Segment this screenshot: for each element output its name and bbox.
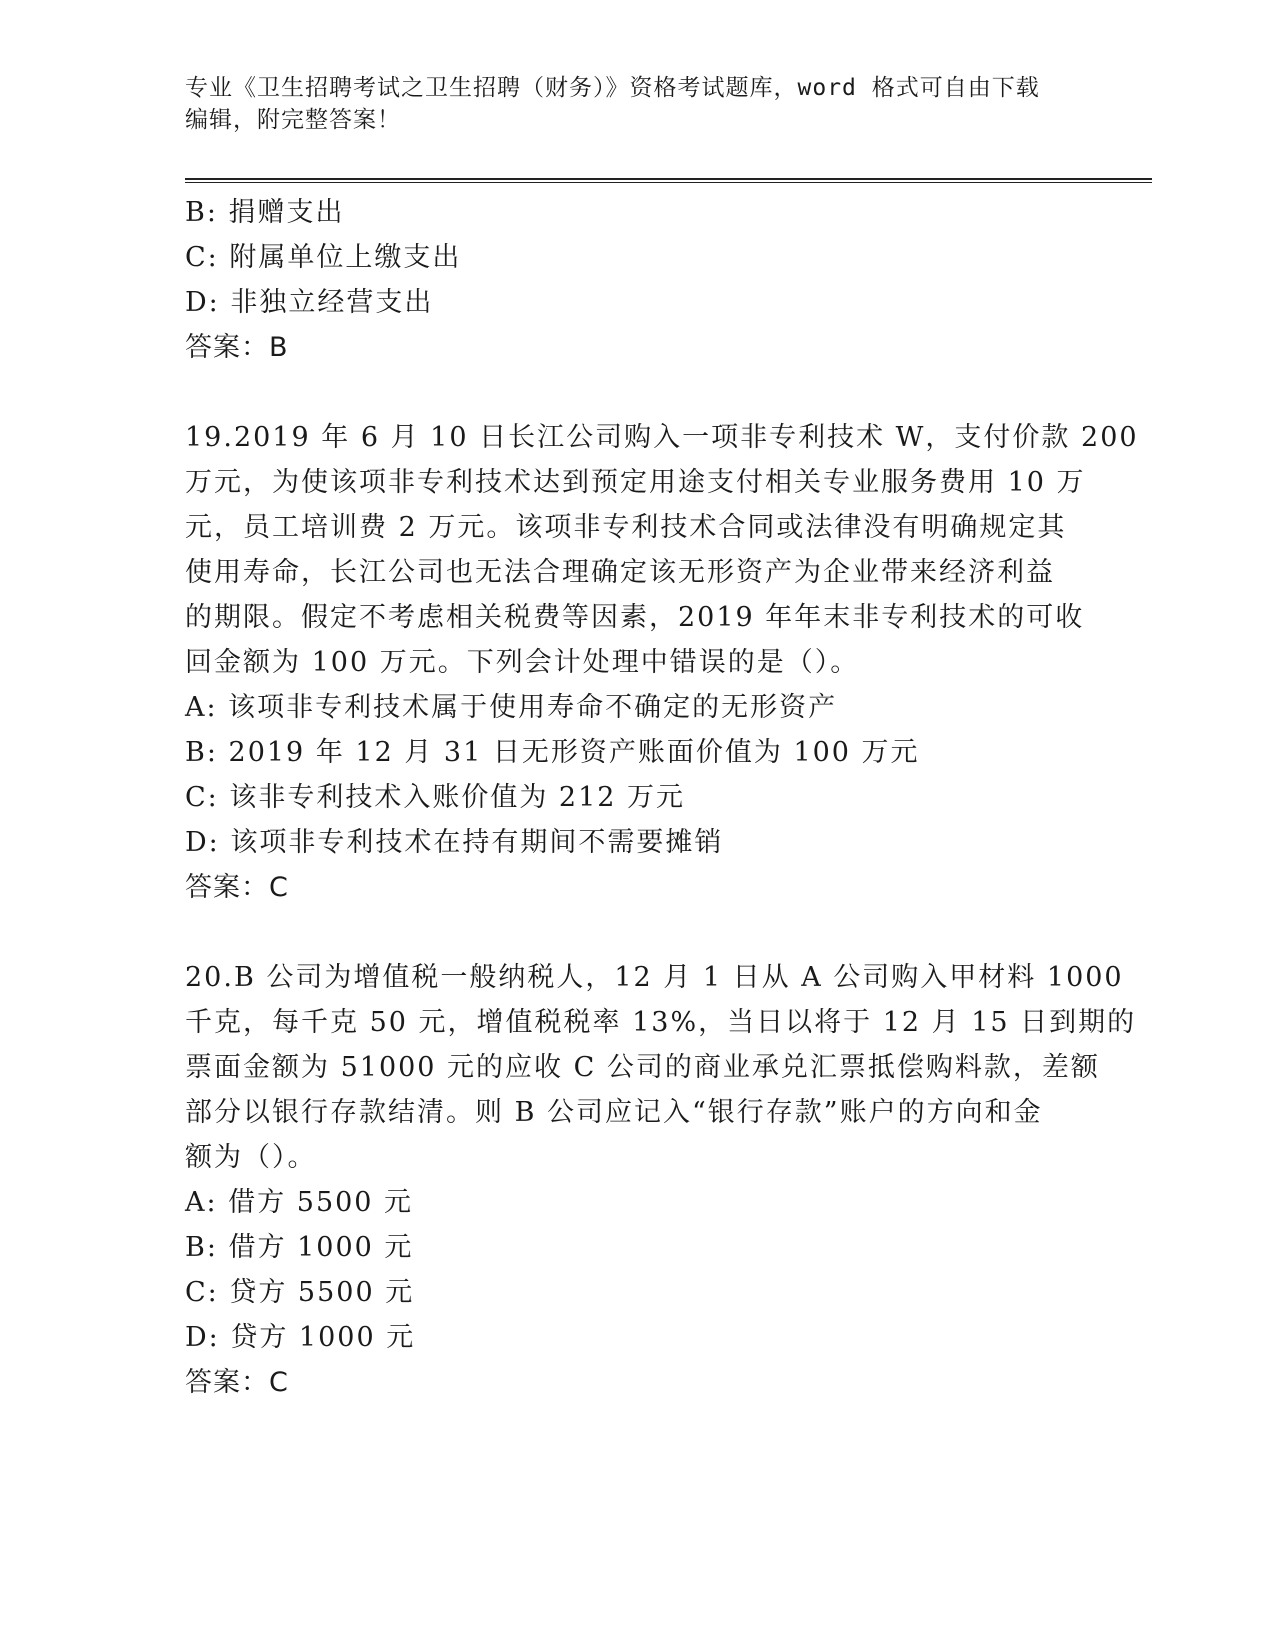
answer-line: 答案：B — [185, 332, 289, 363]
question-stem-line: 元，员工培训费 2 万元。该项非专利技术合同或法律没有明确规定其 — [185, 512, 1067, 543]
question-stem-line: 回金额为 100 万元。下列会计处理中错误的是（）。 — [185, 647, 860, 678]
option-d: D: 该项非专利技术在持有期间不需要摊销 — [185, 827, 724, 858]
header-line-1: 专业《卫生招聘考试之卫生招聘（财务）》资格考试题库，word 格式可自由下载 — [185, 75, 1040, 101]
spacer — [185, 370, 1085, 415]
question-stem-line: 千克，每千克 50 元，增值税税率 13%，当日以将于 12 月 15 日到期的 — [185, 1007, 1137, 1038]
header-divider-thin — [185, 182, 1152, 183]
option-c: C: 贷方 5500 元 — [185, 1277, 415, 1308]
question-stem-line: 20.B 公司为增值税一般纳税人，12 月 1 日从 A 公司购入甲材料 1000 — [185, 962, 1124, 993]
document-body — [185, 190, 1139, 1405]
question-stem-line: 19.2019 年 6 月 10 日长江公司购入一项非专利技术 W，支付价款 200 — [185, 422, 1139, 453]
header-line-2: 编辑，附完整答案！ — [185, 107, 401, 133]
spacer — [185, 910, 1085, 955]
question-18-tail — [185, 190, 1085, 370]
option-d: D: 贷方 1000 元 — [185, 1322, 416, 1353]
answer-line: 答案：C — [185, 1367, 289, 1398]
document-header — [185, 72, 1075, 136]
answer-line: 答案：C — [185, 872, 289, 903]
option-c: C: 该非专利技术入账价值为 212 万元 — [185, 782, 686, 813]
question-stem-line: 的期限。假定不考虑相关税费等因素，2019 年年末非专利技术的可收 — [185, 602, 1085, 633]
question-stem-line: 额为（）。 — [185, 1142, 317, 1173]
option-b: B: 借方 1000 元 — [185, 1232, 414, 1263]
option-d: D: 非独立经营支出 — [185, 287, 434, 318]
option-b: B: 2019 年 12 月 31 日无形资产账面价值为 100 万元 — [185, 737, 920, 768]
option-a: A: 借方 5500 元 — [185, 1187, 414, 1218]
question-stem-line: 票面金额为 51000 元的应收 C 公司的商业承兑汇票抵偿购料款，差额 — [185, 1052, 1100, 1083]
question-stem-line: 部分以银行存款结清。则 B 公司应记入“银行存款”账户的方向和金 — [185, 1097, 1043, 1128]
question-19 — [185, 415, 1139, 910]
option-b: B: 捐赠支出 — [185, 197, 345, 228]
question-stem-line: 万元，为使该项非专利技术达到预定用途支付相关专业服务费用 10 万 — [185, 467, 1086, 498]
question-stem-line: 使用寿命，长江公司也无法合理确定该无形资产为企业带来经济利益 — [185, 557, 1055, 588]
option-c: C: 附属单位上缴支出 — [185, 242, 462, 273]
option-a: A: 该项非专利技术属于使用寿命不确定的无形资产 — [185, 692, 838, 723]
header-divider-thick — [185, 178, 1152, 180]
question-20 — [185, 955, 1137, 1405]
